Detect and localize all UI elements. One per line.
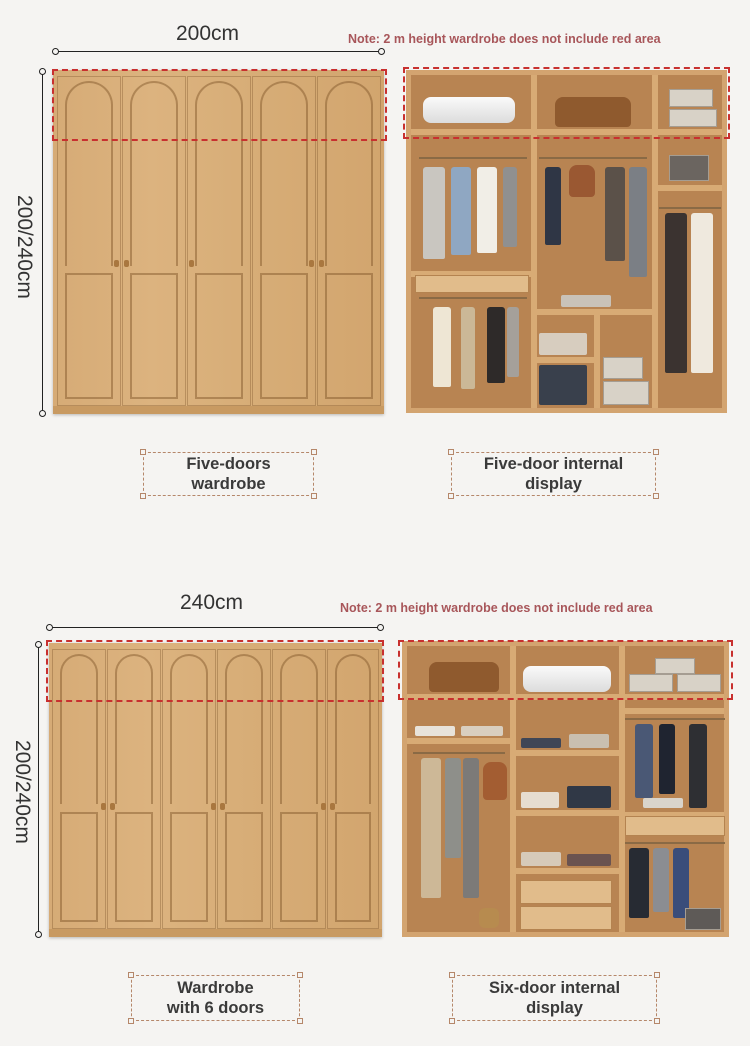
width-label: 240cm — [180, 591, 244, 614]
height-dimension-line — [38, 645, 39, 935]
dimension-endpoint — [35, 641, 42, 648]
dimension-endpoint — [46, 624, 53, 631]
caption-wardrobe-six-doors — [131, 975, 300, 1021]
height-label: 200/240cm — [13, 195, 36, 299]
red-area-marker — [398, 640, 733, 700]
caption-line: Six-door internal — [488, 979, 621, 997]
width-dimension-line — [50, 627, 380, 628]
red-area-marker — [403, 67, 730, 139]
caption-line: display — [526, 999, 583, 1017]
caption-line: Five-doors — [186, 455, 271, 473]
dimension-endpoint — [39, 68, 46, 75]
note-text: Note: 2 m height wardrobe does not include red area — [340, 601, 653, 615]
height-label: 200/240cm — [11, 740, 34, 844]
dimension-endpoint — [39, 410, 46, 417]
red-area-marker — [46, 640, 384, 702]
dimension-endpoint — [52, 48, 59, 55]
width-label: 200cm — [176, 22, 240, 45]
dimension-endpoint — [377, 624, 384, 631]
red-area-marker — [52, 69, 387, 141]
width-dimension-line — [56, 51, 381, 52]
caption-five-doors-wardrobe — [143, 452, 314, 496]
dimension-endpoint — [378, 48, 385, 55]
caption-line: Five-door internal — [483, 455, 624, 473]
caption-line: wardrobe — [191, 475, 266, 493]
caption-line: with 6 doors — [166, 999, 265, 1017]
caption-line: display — [525, 475, 582, 493]
dimension-endpoint — [35, 931, 42, 938]
caption-line: Wardrobe — [177, 979, 254, 997]
caption-six-door-interior — [452, 975, 657, 1021]
caption-five-door-interior — [451, 452, 656, 496]
height-dimension-line — [42, 72, 43, 413]
note-text: Note: 2 m height wardrobe does not include red area — [348, 32, 661, 46]
